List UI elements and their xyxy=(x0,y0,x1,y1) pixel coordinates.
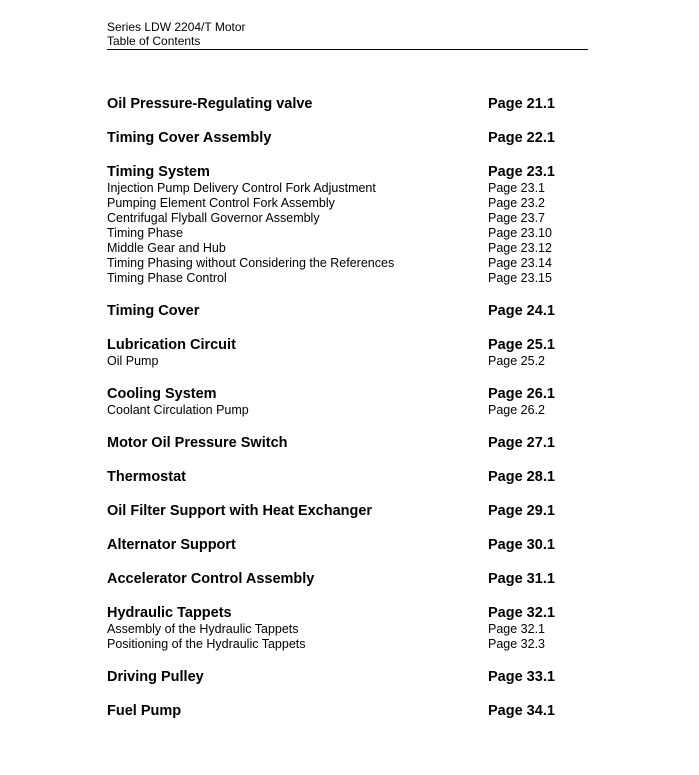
toc-entry[interactable] xyxy=(107,164,577,181)
toc-subentry[interactable] xyxy=(107,241,577,256)
toc-entry-title: Motor Oil Pressure Switch xyxy=(107,435,288,451)
toc-entry-page: Page 30.1 xyxy=(488,537,555,553)
toc-section xyxy=(107,386,577,418)
toc-subentry-title: Injection Pump Delivery Control Fork Adjustment xyxy=(107,181,376,195)
toc-subentry-title: Positioning of the Hydraulic Tappets xyxy=(107,637,306,651)
toc-section xyxy=(107,503,577,520)
toc-entry-title: Oil Pressure-Regulating valve xyxy=(107,96,313,112)
toc-entry-page: Page 33.1 xyxy=(488,669,555,685)
toc-entry[interactable] xyxy=(107,337,577,354)
toc-entry-page: Page 31.1 xyxy=(488,571,555,587)
toc-entry[interactable] xyxy=(107,435,577,452)
toc-subentry-page: Page 23.15 xyxy=(488,271,552,285)
toc-subentry[interactable] xyxy=(107,256,577,271)
toc-entry-title: Alternator Support xyxy=(107,537,236,553)
toc-entry-page: Page 23.1 xyxy=(488,164,555,180)
toc-entry-title: Timing Cover xyxy=(107,303,200,319)
toc-entry-page: Page 29.1 xyxy=(488,503,555,519)
toc-entry[interactable] xyxy=(107,605,577,622)
toc-subentry-page: Page 23.14 xyxy=(488,256,552,270)
table-of-contents xyxy=(107,96,577,737)
toc-entry[interactable] xyxy=(107,386,577,403)
toc-subentry-page: Page 32.1 xyxy=(488,622,545,636)
toc-subentry[interactable] xyxy=(107,403,577,418)
toc-subentry-title: Coolant Circulation Pump xyxy=(107,403,249,417)
toc-subentry-page: Page 23.10 xyxy=(488,226,552,240)
toc-entry-page: Page 34.1 xyxy=(488,703,555,719)
toc-entry[interactable] xyxy=(107,537,577,554)
toc-subentry[interactable] xyxy=(107,271,577,286)
toc-entry-page: Page 27.1 xyxy=(488,435,555,451)
toc-entry[interactable] xyxy=(107,96,577,113)
toc-subentry[interactable] xyxy=(107,622,577,637)
toc-section xyxy=(107,537,577,554)
toc-subentry-page: Page 23.7 xyxy=(488,211,545,225)
toc-entry[interactable] xyxy=(107,469,577,486)
toc-subentry-title: Timing Phasing without Considering the References xyxy=(107,256,395,270)
toc-entry[interactable] xyxy=(107,130,577,147)
toc-entry-title: Accelerator Control Assembly xyxy=(107,571,315,587)
toc-entry[interactable] xyxy=(107,669,577,686)
toc-section xyxy=(107,571,577,588)
toc-subentry-page: Page 25.2 xyxy=(488,354,545,368)
toc-subentry[interactable] xyxy=(107,226,577,241)
toc-section xyxy=(107,337,577,369)
toc-subentry-title: Pumping Element Control Fork Assembly xyxy=(107,196,335,210)
toc-entry-page: Page 32.1 xyxy=(488,605,555,621)
toc-subentry-title: Assembly of the Hydraulic Tappets xyxy=(107,622,299,636)
toc-section xyxy=(107,469,577,486)
toc-subentry-page: Page 23.1 xyxy=(488,181,545,195)
toc-section xyxy=(107,605,577,652)
toc-entry-title: Cooling System xyxy=(107,386,217,402)
toc-subentry-title: Centrifugal Flyball Governor Assembly xyxy=(107,211,320,225)
toc-subentry-title: Timing Phase xyxy=(107,226,183,240)
toc-entry[interactable] xyxy=(107,703,577,720)
toc-entry-page: Page 22.1 xyxy=(488,130,555,146)
toc-subentry-title: Oil Pump xyxy=(107,354,159,368)
toc-section xyxy=(107,164,577,286)
toc-subentry-page: Page 32.3 xyxy=(488,637,545,651)
toc-entry[interactable] xyxy=(107,571,577,588)
toc-section xyxy=(107,96,577,113)
toc-entry-page: Page 26.1 xyxy=(488,386,555,402)
toc-section xyxy=(107,130,577,147)
toc-entry-page: Page 21.1 xyxy=(488,96,555,112)
toc-entry-title: Timing System xyxy=(107,164,210,180)
toc-entry-title: Oil Filter Support with Heat Exchanger xyxy=(107,503,373,519)
toc-entry-title: Fuel Pump xyxy=(107,703,182,719)
toc-subentry[interactable] xyxy=(107,211,577,226)
toc-section xyxy=(107,669,577,686)
toc-entry-page: Page 24.1 xyxy=(488,303,555,319)
toc-entry-title: Timing Cover Assembly xyxy=(107,130,272,146)
header-section-title: Table of Contents xyxy=(107,34,201,48)
toc-entry-title: Driving Pulley xyxy=(107,669,204,685)
toc-subentry-page: Page 26.2 xyxy=(488,403,545,417)
toc-section xyxy=(107,435,577,452)
toc-entry[interactable] xyxy=(107,503,577,520)
toc-entry-title: Hydraulic Tappets xyxy=(107,605,232,621)
toc-subentry-title: Middle Gear and Hub xyxy=(107,241,226,255)
toc-section xyxy=(107,303,577,320)
toc-subentry-page: Page 23.2 xyxy=(488,196,545,210)
toc-subentry-page: Page 23.12 xyxy=(488,241,552,255)
header-series-title: Series LDW 2204/T Motor xyxy=(107,20,246,34)
toc-entry-title: Lubrication Circuit xyxy=(107,337,236,353)
toc-entry-page: Page 28.1 xyxy=(488,469,555,485)
toc-subentry[interactable] xyxy=(107,354,577,369)
toc-entry[interactable] xyxy=(107,303,577,320)
toc-subentry[interactable] xyxy=(107,637,577,652)
toc-entry-page: Page 25.1 xyxy=(488,337,555,353)
toc-subentry[interactable] xyxy=(107,181,577,196)
document-header xyxy=(107,20,588,50)
toc-section xyxy=(107,703,577,720)
toc-subentry[interactable] xyxy=(107,196,577,211)
toc-entry-title: Thermostat xyxy=(107,469,186,485)
toc-subentry-title: Timing Phase Control xyxy=(107,271,227,285)
